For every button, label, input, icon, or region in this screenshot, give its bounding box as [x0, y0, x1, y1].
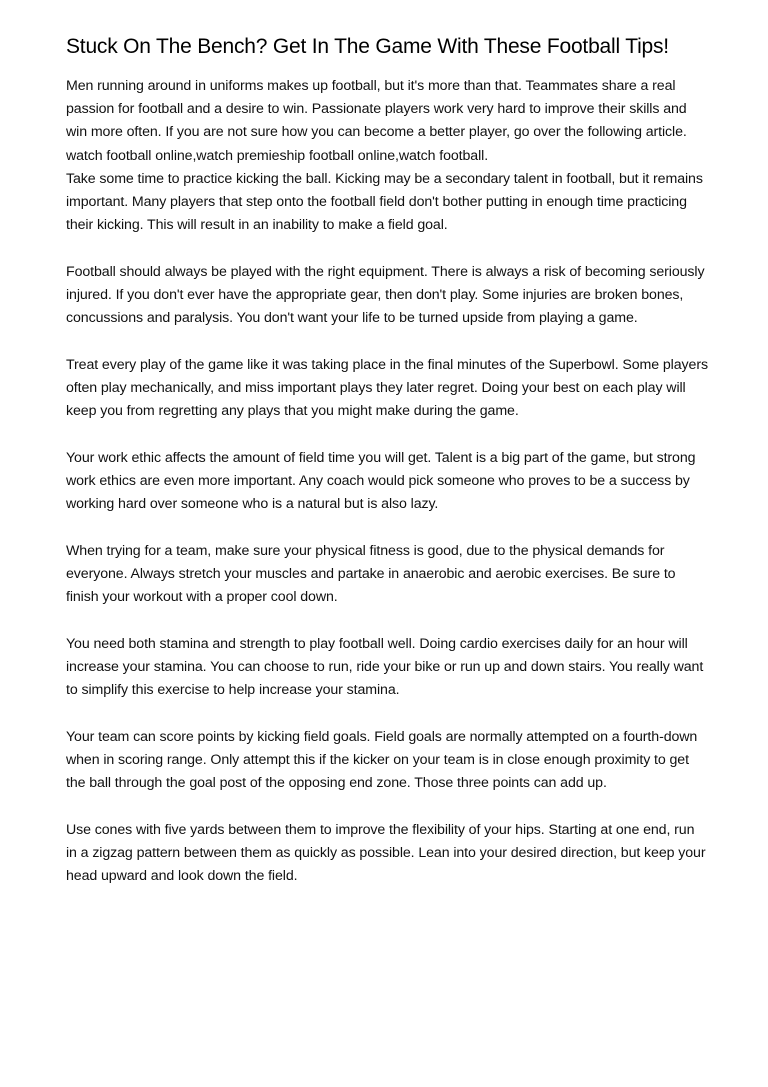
paragraph-text: Treat every play of the game like it was taking place in the final minutes of the Superbowl. Some players often play mechanically, and miss important plays they later regret. Doing your best on each play will keep you from regretting any plays that you might make during the game. — [66, 356, 708, 420]
paragraph-equipment — [66, 261, 708, 331]
paragraph-text: You need both stamina and strength to play football well. Doing cardio exercises daily for an hour will increase your stamina. You can choose to run, ride your bike or run up and down stairs. You really want to simplify this exercise to help increase your stamina. — [66, 635, 704, 699]
keyword-line: watch football online,watch premieship football online,watch football. — [66, 147, 489, 164]
paragraph-fitness — [66, 540, 708, 610]
paragraph-stamina — [66, 633, 708, 703]
paragraph-text: Men running around in uniforms makes up football, but it's more than that. Teammates share a real passion for football and a desire to win. Passionate players work very hard to improve their skills and win more often. If you are not sure how you can become a better player, go over the following article. — [66, 78, 687, 141]
paragraph-text: Use cones with five yards between them to improve the flexibility of your hips. Starting at one end, run in a zigzag pattern between them as quickly as possible. Lean into your desired direction, but keep your head upward and look down the field. — [66, 821, 706, 885]
paragraph-text: Your team can score points by kicking field goals. Field goals are normally attempted on a fourth-down when in scoring range. Only attempt this if the kicker on your team is in close enough proximity to get the ball through the goal post of the opposing end zone. Those three points can add up. — [66, 728, 698, 792]
paragraph-text: Football should always be played with the right equipment. There is always a risk of becoming seriously injured. If you don't ever have the appropriate gear, then don't play. Some injuries are broken bones, concussions and paralysis. You don't want your life to be turned upside from playing a game. — [66, 263, 705, 327]
paragraph-superbowl — [66, 354, 708, 424]
paragraph-work-ethic — [66, 447, 708, 517]
paragraph-text: When trying for a team, make sure your physical fitness is good, due to the physical demands for everyone. Always stretch your muscles and partake in anaerobic and aerobic exercises. Be sure to finish your workout with a proper cool down. — [66, 542, 676, 606]
paragraph-cones — [66, 819, 708, 889]
document-body — [66, 75, 708, 888]
paragraph-intro — [66, 75, 708, 237]
paragraph-text: Take some time to practice kicking the ball. Kicking may be a secondary talent in football, but it remains important. Many players that step onto the football field don't bother putting in enough time practicing their kicking. This will result in an inability to make a field goal. — [66, 170, 703, 234]
document-title: Stuck On The Bench? Get In The Game With These Football Tips! — [66, 35, 669, 58]
paragraph-text: Your work ethic affects the amount of field time you will get. Talent is a big part of the game, but strong work ethics are even more important. Any coach would pick someone who proves to be a success by working hard over someone who is a natural but is also lazy. — [66, 449, 696, 513]
paragraph-field-goals — [66, 726, 708, 796]
